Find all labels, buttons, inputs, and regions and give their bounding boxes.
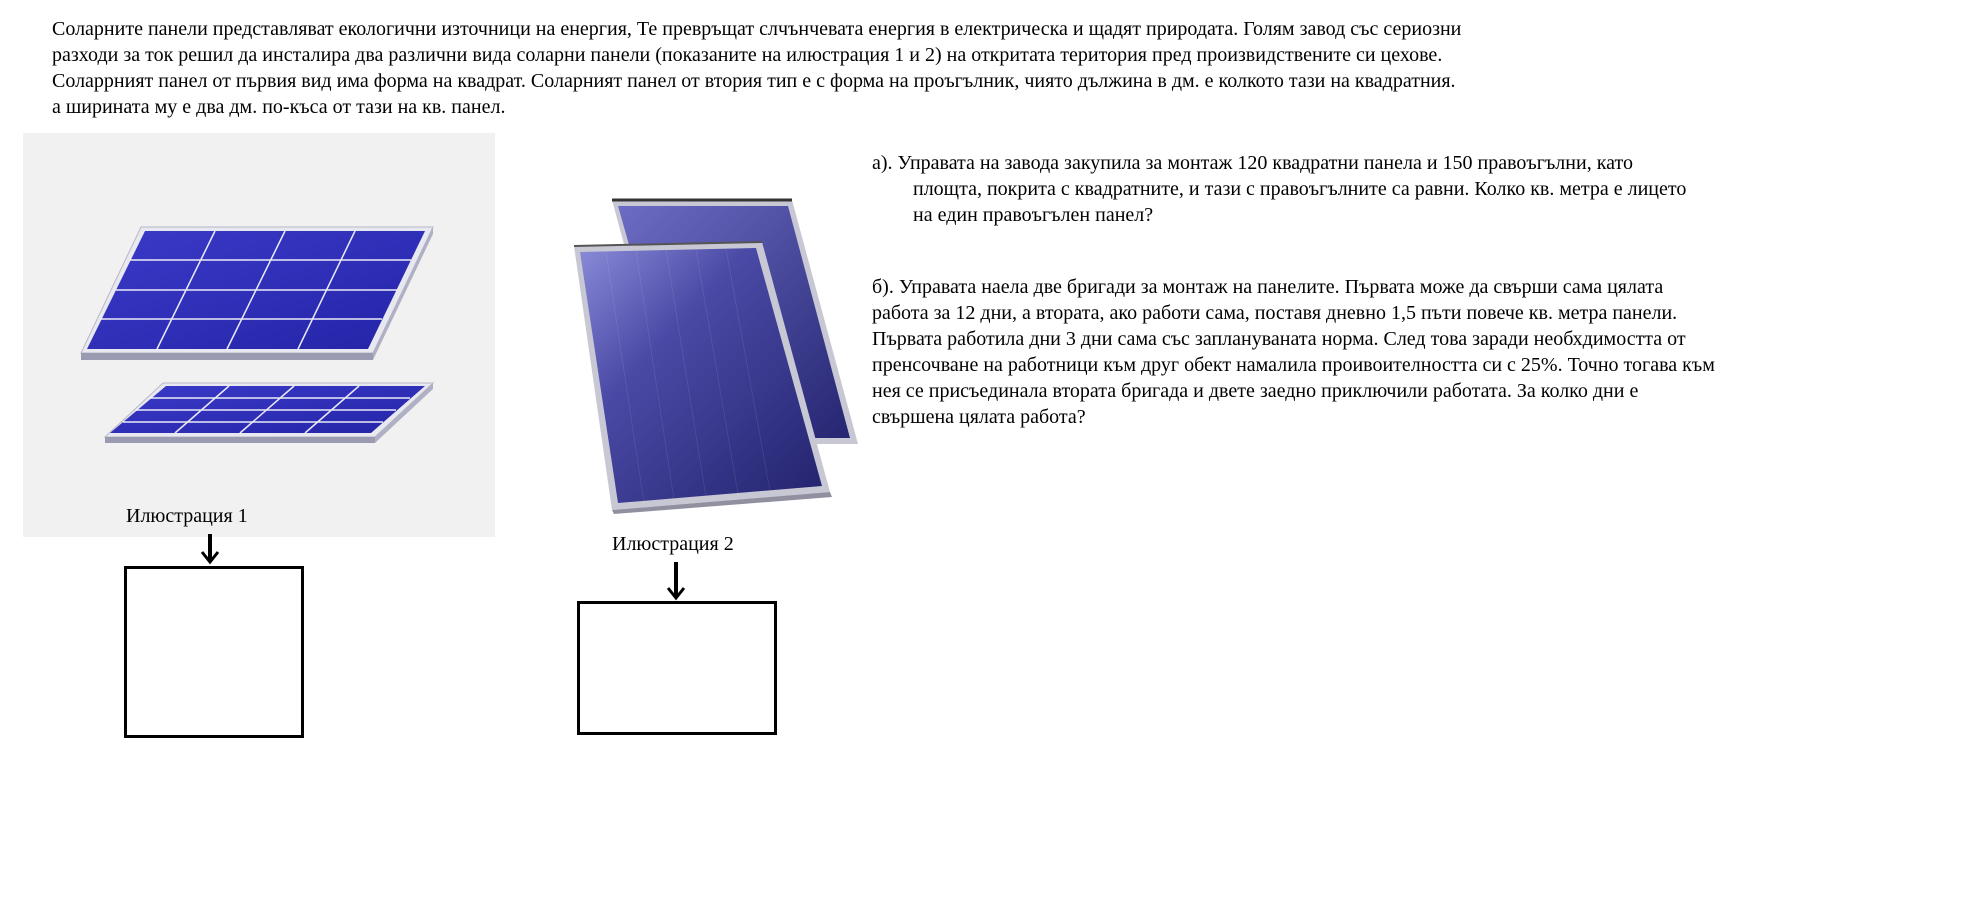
task-a-line-3: на един правоъгълен панел? [913,204,1154,226]
rectangular-solar-panels-image [566,192,862,514]
task-a-line-1: а). Управата на завода закупила за монтаж 120 квадратни панела и 150 правоъгълни, като [872,152,1633,174]
task-b-line-4: пренсочване на работници към друг обект намалила проивоителността си с 25%. Точно тогава към [872,354,1715,376]
arrow-down-icon [664,560,688,602]
illustration-1-answer-box[interactable] [124,566,304,738]
task-a-line-2: площта, покрита с квадратните, и тази с правоъгълните са равни. Колко кв. метра е лицето [913,178,1687,200]
square-solar-panels-image [23,133,495,537]
intro-line-4: а ширината му е два дм. по-къса от тази на кв. панел. [52,96,506,118]
intro-line-3: Соларрният панел от първия вид има форма на квадрат. Соларният панел от втория тип е с форма на проъгълник, чиято дължина в дм. е колкото тази на квадратния. [52,70,1456,92]
task-a [872,150,1686,228]
lower-square-panel [105,383,433,443]
task-b-line-6: свършена цялата работа? [872,406,1086,428]
task-b-line-1: б). Управата наела две бригади за монтаж на панелите. Първата може да свърши сама цялата [872,276,1664,298]
illustration-1-caption: Илюстрация 1 [126,505,248,527]
task-b-line-3: Първата работила дни 3 дни сама със заплануваната норма. След това заради необхдимостта от [872,328,1686,350]
intro-paragraph [52,16,1752,120]
illustration-2-answer-box[interactable] [577,601,777,735]
illustration-2-caption: Илюстрация 2 [612,533,734,555]
upper-square-panel [81,227,433,360]
task-b [872,274,1715,430]
task-b-line-5: нея се присъединала втората бригада и двете заедно приключили работата. За колко дни е [872,380,1639,402]
intro-line-1: Соларните панели представляват екологични източници на енергия, Те превръщат слчънчевата енергия в електрическа и щадят природата. Голям завод със сериозни [52,18,1462,40]
task-b-line-2: работа за 12 дни, а втората, ако работи сама, поставя дневно 1,5 пъти повече кв. метра панели. [872,302,1678,324]
intro-line-2: разходи за ток решил да инсталира два различни вида соларни панели (показаните на илюстрация 1 и 2) на откритата територия пред произвидствените си цехове. [52,44,1443,66]
arrow-down-icon [198,532,222,566]
